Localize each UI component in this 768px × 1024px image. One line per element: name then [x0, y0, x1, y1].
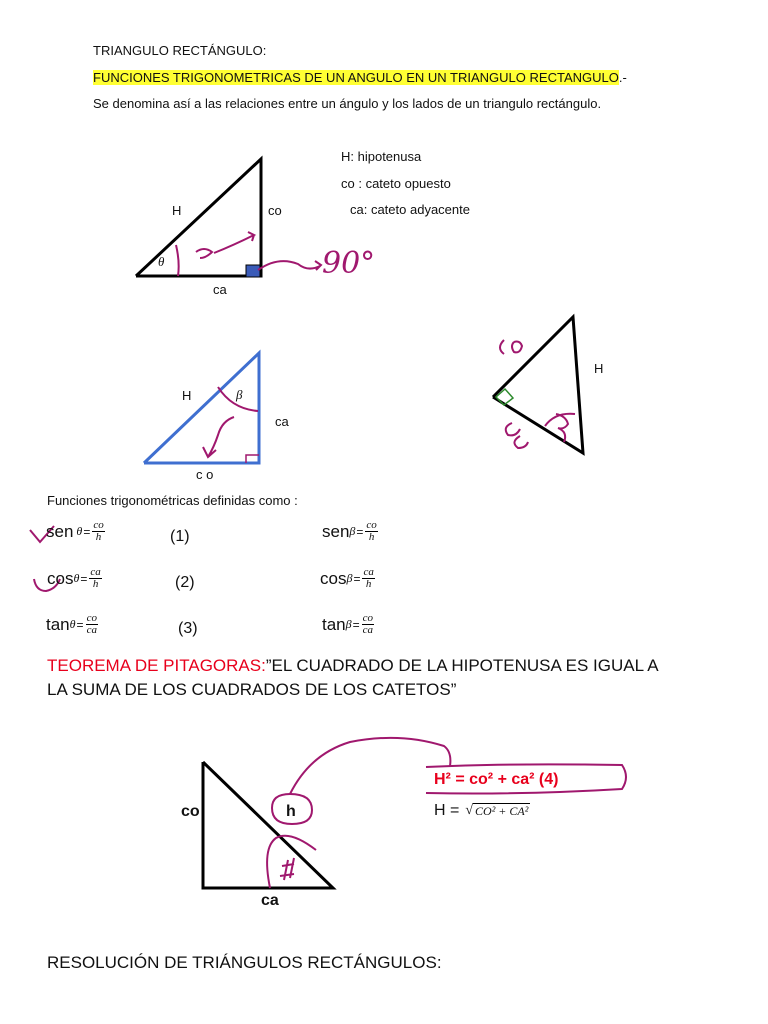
legend-cateto-adyacente: ca: cateto adyacente	[350, 202, 470, 217]
label-beta-2: β	[236, 387, 243, 402]
label-H-1: H	[172, 203, 182, 218]
function-tan-theta: tan θ = $\frac{co}{ca}$	[46, 612, 97, 636]
fraction-denominator: ca	[86, 624, 97, 636]
hand-arrow-90	[258, 261, 321, 270]
function-name: cos	[47, 568, 74, 588]
fraction-numerator: co	[86, 612, 97, 624]
angle-arc-4	[267, 836, 316, 888]
function-cos-beta: cos β = $\frac{ca}{h}$	[320, 566, 374, 590]
function-arg: β	[349, 524, 356, 538]
label-H-3: H	[594, 361, 604, 376]
label-ca-4: ca	[261, 892, 279, 909]
root-formula: H = √ CO² + CA²	[434, 802, 529, 819]
fraction-numerator: ca	[363, 566, 374, 578]
function-name: cos	[320, 568, 347, 588]
function-name: tan	[322, 614, 346, 634]
page-heading: TRIANGULO RECTÁNGULO:	[93, 43, 267, 58]
pitagoras-label: TEOREMA DE PITAGORAS:	[47, 656, 266, 675]
fraction-numerator: ca	[90, 566, 101, 578]
pitagoras-line-1	[47, 656, 659, 676]
fraction-denominator: h	[95, 531, 102, 543]
root-expression: CO² + CA²	[475, 804, 529, 818]
label-H-2: H	[182, 388, 192, 403]
fraction-numerator: co	[366, 519, 377, 531]
triangle-3	[493, 317, 583, 453]
triangle-2	[144, 353, 259, 463]
highlighted-title-text: FUNCIONES TRIGONOMETRICAS DE UN ANGULO EN UN TRIANGULO RECTANGULO	[93, 70, 619, 85]
definitions-intro: Funciones trigonométricas definidas como :	[47, 493, 298, 508]
hand-ca-3	[506, 423, 528, 448]
resolution-heading: RESOLUCIÓN DE TRIÁNGULOS RECTÁNGULOS:	[47, 953, 442, 972]
equation-tag-2: (2)	[175, 574, 195, 591]
function-name: tan	[46, 614, 70, 634]
function-arg: θ	[73, 571, 80, 585]
fraction-numerator: co	[93, 519, 104, 531]
hand-hash-4	[280, 858, 294, 880]
function-sen-beta: sen β = $\frac{co}{h}$	[322, 519, 377, 543]
label-co-2: c o	[196, 467, 214, 482]
fraction-denominator: h	[368, 531, 375, 543]
pythagoras-formula: H² = co² + ca² (4)	[434, 771, 559, 788]
hand-arrow-1	[196, 232, 254, 258]
label-h-4: h	[286, 803, 296, 820]
function-tan-beta: tan β = $\frac{co}{ca}$	[322, 612, 374, 636]
function-name: sen	[322, 521, 350, 541]
label-co-1: co	[268, 203, 282, 218]
triangle-1-outline	[136, 159, 261, 276]
label-ca-1: ca	[213, 282, 227, 297]
root-prefix: H =	[434, 802, 460, 819]
legend-cateto-opuesto: co : cateto opuesto	[341, 176, 451, 191]
equation-tag-1: (1)	[170, 528, 190, 545]
function-name: sen	[46, 521, 74, 541]
label-co-4: co	[181, 803, 200, 820]
function-sen-theta: sen θ = $\frac{co}{h}$	[46, 519, 104, 543]
fraction-denominator: ca	[362, 624, 374, 636]
angle-arc-1	[176, 245, 179, 276]
right-angle-marker-1	[246, 265, 260, 277]
hand-co-3	[500, 340, 522, 354]
title-suffix: .-	[618, 70, 627, 85]
fraction-denominator: h	[365, 578, 372, 590]
legend-hipotenusa: H: hipotenusa	[341, 149, 422, 164]
triangle-4	[203, 738, 626, 888]
fraction-numerator: co	[362, 612, 374, 624]
function-arg: β	[345, 617, 352, 631]
hand-arrow-2	[203, 417, 234, 457]
function-arg: β	[346, 571, 353, 585]
hand-90-annotation: 90°	[322, 246, 376, 281]
connector-line	[290, 738, 450, 794]
fraction-denominator: h	[92, 578, 99, 590]
function-cos-theta: cos θ = $\frac{ca}{h}$	[47, 566, 101, 590]
function-arg: θ	[76, 524, 83, 538]
label-ca-2: ca	[275, 414, 289, 429]
equation-tag-3: (3)	[178, 620, 198, 637]
label-theta-1: θ	[158, 254, 165, 269]
intro-text: Se denomina así a las relaciones entre un ángulo y los lados de un triangulo rectángulo.	[93, 96, 602, 111]
function-arg: θ	[69, 617, 76, 631]
pitagoras-text-1: ”EL CUADRADO DE LA HIPOTENUSA ES IGUAL A	[265, 656, 659, 675]
pitagoras-line-2: LA SUMA DE LOS CUADRADOS DE LOS CATETOS”	[47, 680, 457, 699]
